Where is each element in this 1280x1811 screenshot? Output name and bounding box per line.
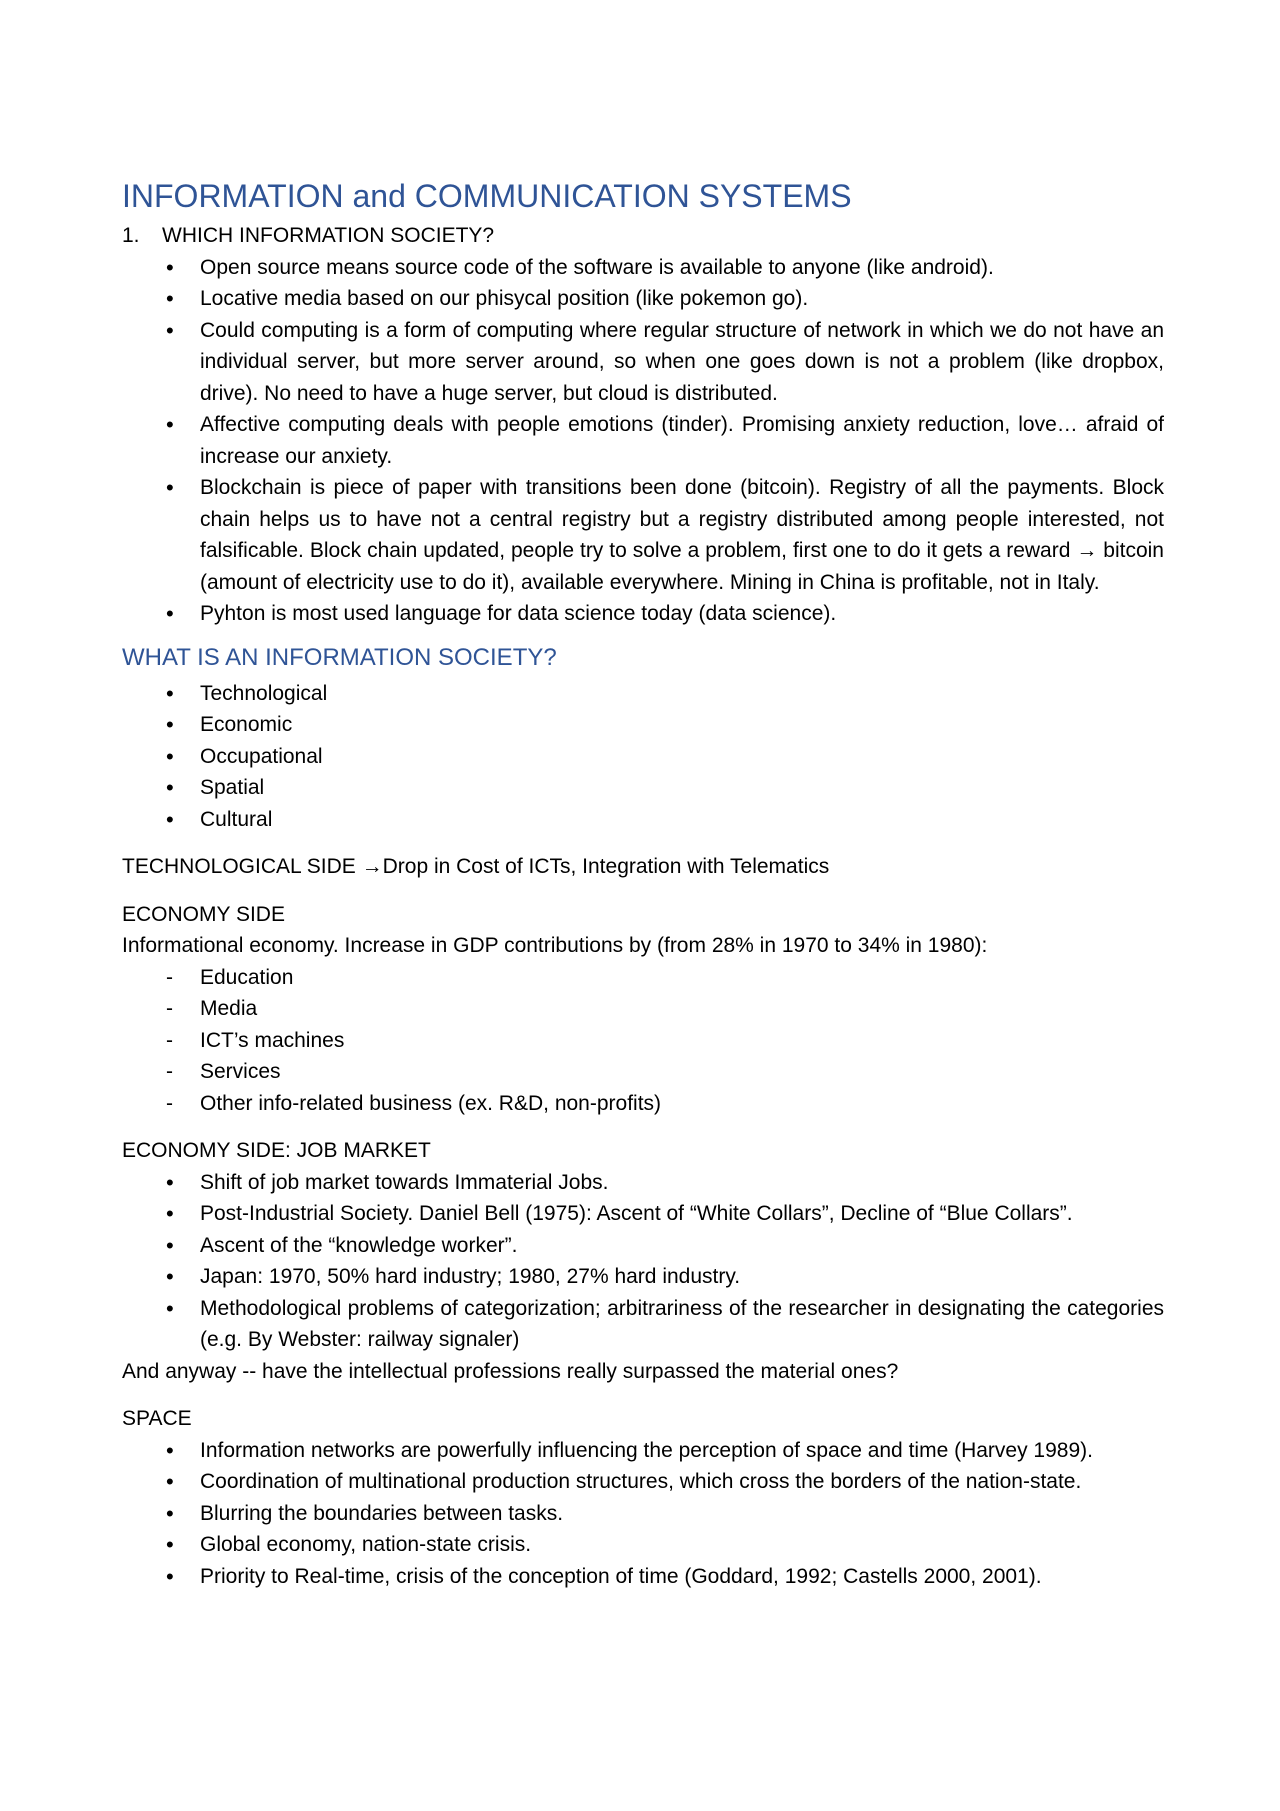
list-item: • Information networks are powerfully influencing the perception of space and time (Harvey 1989). xyxy=(122,1435,1164,1467)
list-item: • Ascent of the “knowledge worker”. xyxy=(122,1230,1164,1262)
list-item: • Occupational xyxy=(122,741,1164,773)
list-item: • Coordination of multinational production structures, which cross the borders of the nation-state. xyxy=(122,1466,1164,1498)
list-item: • Could computing is a form of computing where regular structure of network in which we do not have an individual server, but more server around, so when one goes down is not a problem (like dropbox, drive). No need to have a huge server, but cloud is distributed. xyxy=(122,315,1164,410)
document-body xyxy=(122,176,1164,1592)
job-market-list xyxy=(122,1167,1164,1356)
list-item: • Methodological problems of categorization; arbitrariness of the researcher in designating the categories (e.g. By Webster: railway signaler) xyxy=(122,1293,1164,1356)
list-item: • Priority to Real-time, crisis of the conception of time (Goddard, 1992; Castells 2000, 2001). xyxy=(122,1561,1164,1593)
section1-heading-text: WHICH INFORMATION SOCIETY? xyxy=(162,224,495,247)
section1-number: 1. xyxy=(122,224,140,247)
list-item: • Locative media based on our phisycal position (like pokemon go). xyxy=(122,283,1164,315)
list-item: - ICT’s machines xyxy=(122,1025,1164,1057)
list-item: • Japan: 1970, 50% hard industry; 1980, 27% hard industry. xyxy=(122,1261,1164,1293)
list-item: - Media xyxy=(122,993,1164,1025)
job-market-label: ECONOMY SIDE: JOB MARKET xyxy=(122,1139,431,1162)
space-label: SPACE xyxy=(122,1407,192,1430)
section1-heading xyxy=(122,220,1164,252)
list-item: • Blurring the boundaries between tasks. xyxy=(122,1498,1164,1530)
list-item: • Pyhton is most used language for data science today (data science). xyxy=(122,598,1164,630)
economy-list xyxy=(122,962,1164,1120)
list-item: - Education xyxy=(122,962,1164,994)
list-item: • Global economy, nation-state crisis. xyxy=(122,1529,1164,1561)
list-item: • Blockchain is piece of paper with transitions been done (bitcoin). Registry of all the payments. Block chain helps us to have not a central registry but a registry distributed among people interested, not falsificable. Block chain updated, people try to solve a problem, first one to do it gets a reward → bitcoin (amount of electricity use to do it), available everywhere. Mining in China is profitable, not in Italy. xyxy=(122,472,1164,598)
technological-side: TECHNOLOGICAL SIDE →Drop in Cost of ICTs, Integration with Telematics xyxy=(122,855,830,878)
list-item: • Economic xyxy=(122,709,1164,741)
economy-intro: Informational economy. Increase in GDP contributions by (from 28% in 1970 to 34% in 1980): xyxy=(122,934,988,957)
section1-list xyxy=(122,252,1164,630)
section2-heading: WHAT IS AN INFORMATION SOCIETY? xyxy=(122,643,557,671)
list-item: - Services xyxy=(122,1056,1164,1088)
list-item: • Affective computing deals with people emotions (tinder). Promising anxiety reduction, love… afraid of increase our anxiety. xyxy=(122,409,1164,472)
list-item: • Post-Industrial Society. Daniel Bell (1975): Ascent of “White Collars”, Decline of “Blue Collars”. xyxy=(122,1198,1164,1230)
economy-label: ECONOMY SIDE xyxy=(122,902,285,926)
space-list xyxy=(122,1435,1164,1593)
list-item: • Open source means source code of the software is available to anyone (like android). xyxy=(122,252,1164,284)
list-item: • Spatial xyxy=(122,772,1164,804)
document-title: INFORMATION and COMMUNICATION SYSTEMS xyxy=(122,178,852,214)
list-item: • Shift of job market towards Immaterial Jobs. xyxy=(122,1167,1164,1199)
list-item: • Technological xyxy=(122,678,1164,710)
list-item: - Other info-related business (ex. R&D, non-profits) xyxy=(122,1088,1164,1120)
job-market-closing: And anyway -- have the intellectual professions really surpassed the material ones? xyxy=(122,1359,899,1383)
list-item: • Cultural xyxy=(122,804,1164,836)
section2-list xyxy=(122,678,1164,836)
